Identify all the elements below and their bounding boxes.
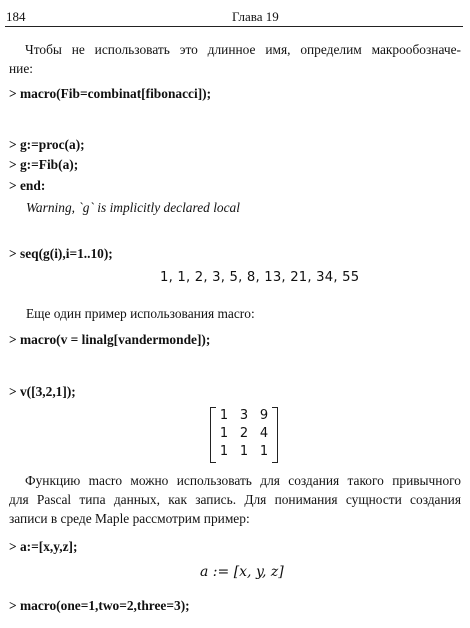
paragraph-1-line-2: ние: xyxy=(9,61,33,76)
command-v-call: > v([3,2,1]); xyxy=(9,384,76,399)
command-g-proc: > g:=proc(a); xyxy=(9,137,85,152)
paragraph-3-line-1: Функцию macro можно использовать для создания такого привычного xyxy=(25,473,461,488)
paragraph-2: Еще один пример использования macro: xyxy=(26,306,255,321)
command-macro-v: > macro(v = linalg[vandermonde]); xyxy=(9,332,211,347)
page-number: 184 xyxy=(6,9,26,24)
command-end: > end: xyxy=(9,178,46,193)
vandermonde-matrix xyxy=(210,407,278,463)
matrix-cell: 1 xyxy=(219,408,229,423)
command-seq: > seq(g(i),i=1..10); xyxy=(9,246,113,261)
command-macro-fib: > macro(Fib=combinat[fibonacci]); xyxy=(9,86,212,101)
header-rule xyxy=(5,26,463,27)
matrix-cell: 1 xyxy=(219,444,229,459)
matrix-cell: 1 xyxy=(239,444,249,459)
matrix-cell: 4 xyxy=(259,426,269,441)
seq-result: 1, 1, 2, 3, 5, 8, 13, 21, 34, 55 xyxy=(160,270,360,285)
matrix-cell: 1 xyxy=(219,426,229,441)
paragraph-3-line-2: для Pascal типа данных, как запись. Для понимания сущности создания xyxy=(9,492,461,507)
matrix-cell: 2 xyxy=(239,426,249,441)
command-macro-one: > macro(one=1,two=2,three=3); xyxy=(9,598,190,613)
chapter-title: Глава 19 xyxy=(232,9,279,24)
command-a-assign: > a:=[x,y,z]; xyxy=(9,539,78,554)
matrix-cell: 1 xyxy=(259,444,269,459)
a-result: a := [x, y, z] xyxy=(200,564,284,580)
command-g-fib: > g:=Fib(a); xyxy=(9,157,79,172)
warning-message: Warning, `g` is implicitly declared local xyxy=(26,200,240,215)
matrix-right-bracket xyxy=(272,407,278,463)
paragraph-1-line-1: Чтобы не использовать это длинное имя, определим макрообозначе- xyxy=(25,42,461,57)
matrix-cell: 9 xyxy=(259,408,269,423)
matrix-cell: 3 xyxy=(239,408,249,423)
paragraph-3-line-3: записи в среде Maple рассмотрим пример: xyxy=(9,511,250,526)
